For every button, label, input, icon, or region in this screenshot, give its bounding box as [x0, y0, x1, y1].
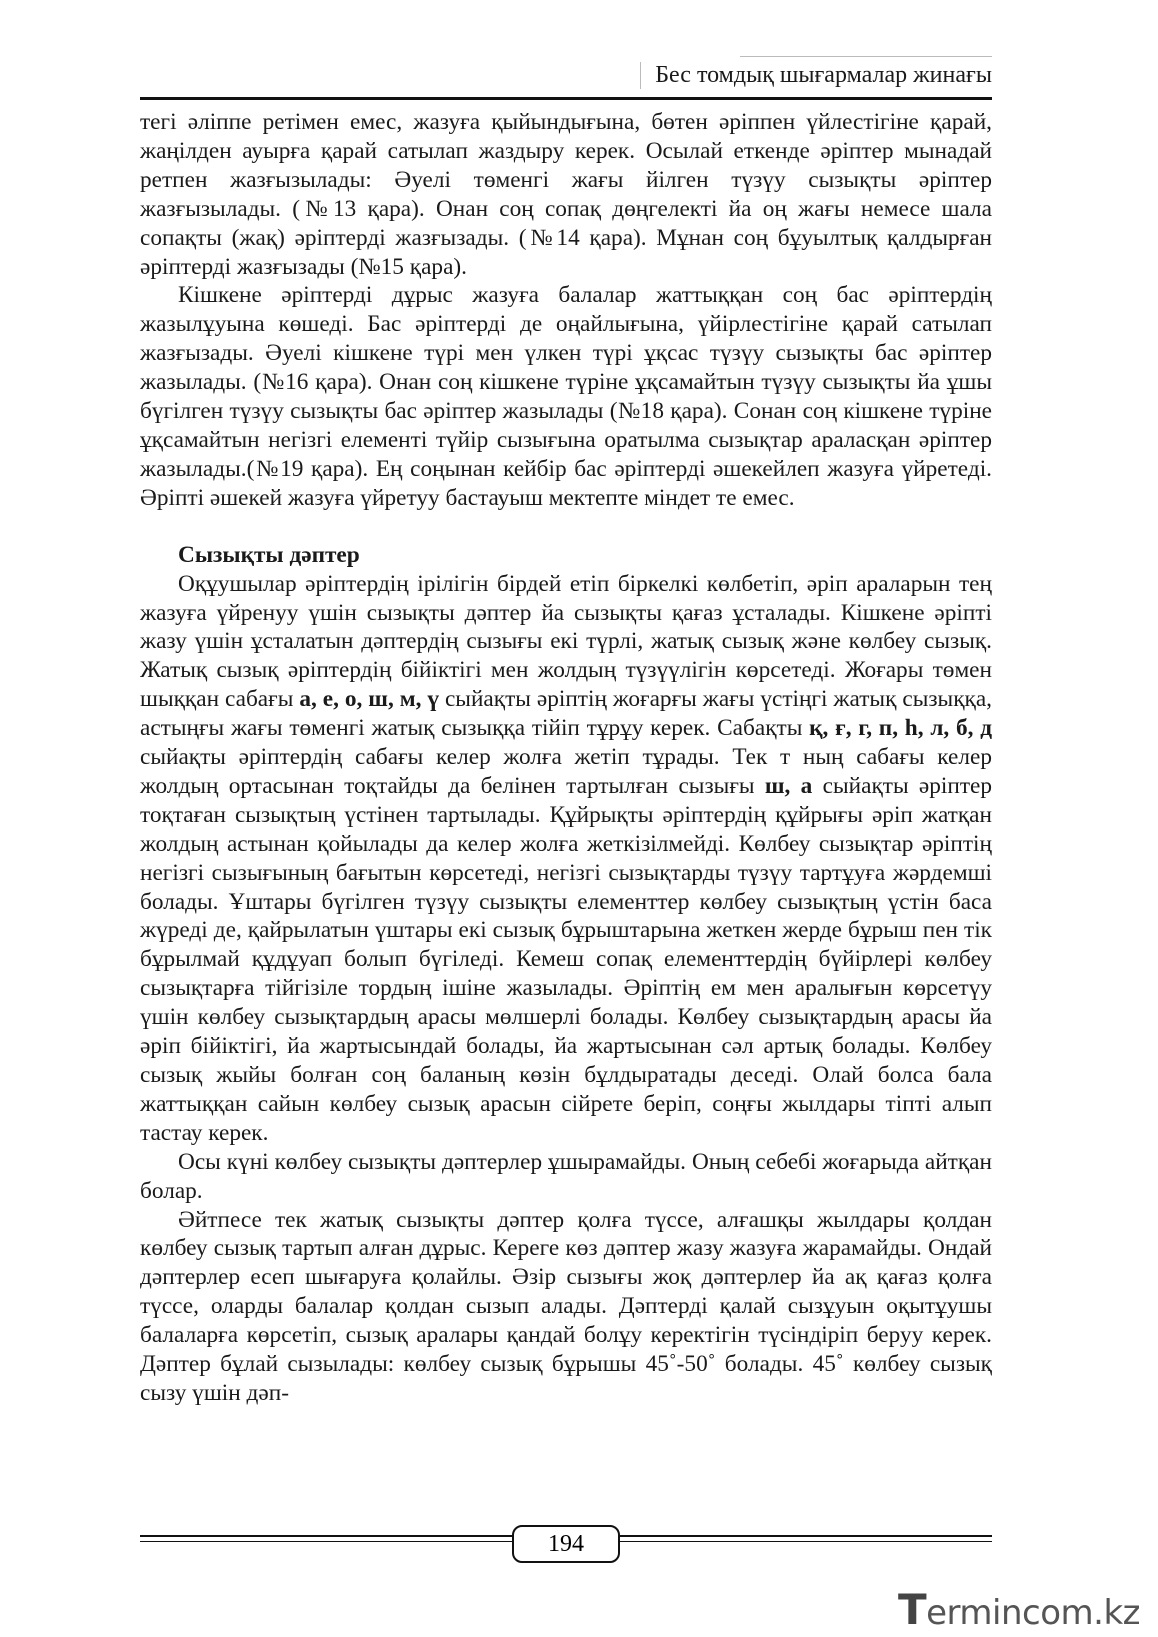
page-footer — [140, 1525, 992, 1565]
header-title: Бес томдық шығармалар жинағы — [640, 62, 992, 89]
page-body — [140, 108, 992, 1408]
bold-letters: ш, а — [764, 772, 813, 799]
paragraph — [140, 570, 992, 1148]
watermark-initial: T — [897, 1585, 927, 1634]
paragraph: Осы күні көлбеу сызықты дәптерлер ұшырамайды. Оның себебі жоғарыда айтқан болар. — [140, 1148, 992, 1204]
header-thin-rule — [740, 56, 992, 57]
text-run: Оқұушылар әріптердің ірілігін бірдей етіп біркелкі көлбетіп, әріп араларын тең жазуға үйренуу үшін сызықты дәптер йа сызықты қағаз ұсталады. Кішкене әріпті жазу үшін ұсталатын дәптердің сызығы екі түрлі, жатық сызық және көлбеу сызық. Жатық сызық әріптердің бійіктігі мен жолдың түзүүлігін көрсетеді. Жоғары төмен шыққан сабағы — [140, 570, 992, 713]
paragraph: Әйтпесе тек жатық сызықты дәптер қолға түссе, алғашқы жылдары қолдан көлбеу сызық тартып алған дұрыс. Кереге көз дәптер жазу жазуға жарамайды. Ондай дәптерлер есеп шығаруға қолайлы. Әзір сызығы жоқ дәптерлер йа ақ қағаз қолға түссе, оларды балалар қолдан сызып алады. Дәптерді қалай сызұуын оқытұушы балаларға көрсетіп, сызық аралары қандай болұу керектігін түсіндіріп беруу керек. Дәптер бұлай сызылады: көлбеу сызық бұрышы 45˚-50˚ болады. 45˚ көлбеу сызық сызу үшін дәп- — [140, 1206, 992, 1406]
text-run: сыйақты әріптердің сабағы келер жолға жетіп тұрады. Тек т ның сабағы келер жолдың ортасынан тоқтайды да белінен тартылған сызығы — [140, 744, 992, 799]
text-run: сыйақты әріптер тоқтаған сызықтың үстінен тартылады. Құйрықты әріптердің құйрығы әріп жатқан жолдың астынан қойылады да келер жолға жеткізілмейді. Көлбеу сызықтар әріптің негізгі сызығының бағытын көрсетеді, негізгі сызықтарды түзүу тартұуға жәрдемші болады. Ұштары бүгілген түзүу сызықты елементтер көлбеу сызықтың үстін баса жүреді де, қайрылатын үштары екі сызық бұрыштарына жеткен жерде бұрыш пен тік бұрылмай құдұуап болып бүгіледі. Кемеш сопақ елементтердің бүйірлері көлбеу сызықтарға тійгізіле тордың ішіне жазылады. Әріптің ем мен аралығын көрсетүу үшін көлбеу сызықтардың арасы мөлшерлі болады. Көлбеу сызықтардың арасы йа әріп бійіктігі, йа жартысындай болады, йа жартысынан сәл артық болады. Көлбеу сызық жыйы болған соң баланың көзін бұлдыратады деседі. Олай болса бала жаттыққан сайын көлбеу сызық арасын сійрете беріп, соңғы жылдары тіпті алып тастау керек. — [140, 772, 993, 1146]
page-number: 194 — [512, 1525, 620, 1563]
bold-letters: а, е, о, ш, м, ү — [299, 686, 440, 713]
paragraph: тегі әліппе ретімен емес, жазуға қыйындығына, бөтен әріппен үйлестігіне қарай, жаңілден ауырға қарай сатылап жаздыру керек. Осылай еткенде әріптер мынадай ретпен жазғызылады: Әуелі төменгі жағы йілген түзүу сызықты әріптер жазғызылады. (№13 қара). Онан соң сопақ дөңгелекті йа оң жағы немесе шала сопақты (жақ) әріптерді жазғызады. (№14 қара). Мұнан соң бұуылтық қалдырған әріптерді жазғызады (№15 қара). — [140, 109, 992, 280]
text-run: сыйақты әріптің жоғарғы жағы үстіңгі жатық сызыққа, астыңғы жағы төменгі жатық сызыққа тійіп тұрұу керек. Сабақты — [140, 686, 992, 742]
running-header — [140, 56, 992, 96]
header-rule — [140, 97, 992, 100]
paragraph: Кішкене әріптерді дұрыс жазуға балалар жаттыққан соң бас әріптердің жазылұуына көшеді. Бас әріптерді де оңайлығына, үйірлестігіне қарай сатылап жазғызады. Әуелі кішкене түрі мен үлкен түрі ұқсас түзүу сызықты бас әріптер жазылады. (№16 қара). Онан соң кішкене түріне ұқсамайтын түзүу сызықты йа ұшы бүгілген түзүу сызықты бас әріптер жазылады (№18 қара). Сонан соң кішкене түріне ұқсамайтын негізгі елементі түйір сызығына оратылма сызықтар араласқан әріптер жазылады.(№19 қара). Ең соңынан кейбір бас әріптерді әшекейлеп жазуға үйретеді. Әріпті әшекей жазуға үйретуу бастауыш мектепте міндет те емес. — [140, 282, 992, 511]
section-title: Сызықты дәптер — [178, 541, 360, 568]
watermark-text: ermincom.kz — [926, 1593, 1140, 1633]
bold-letters: қ, ғ, г, п, һ, л, б, д — [809, 715, 992, 742]
watermark-logo — [898, 1585, 1140, 1634]
